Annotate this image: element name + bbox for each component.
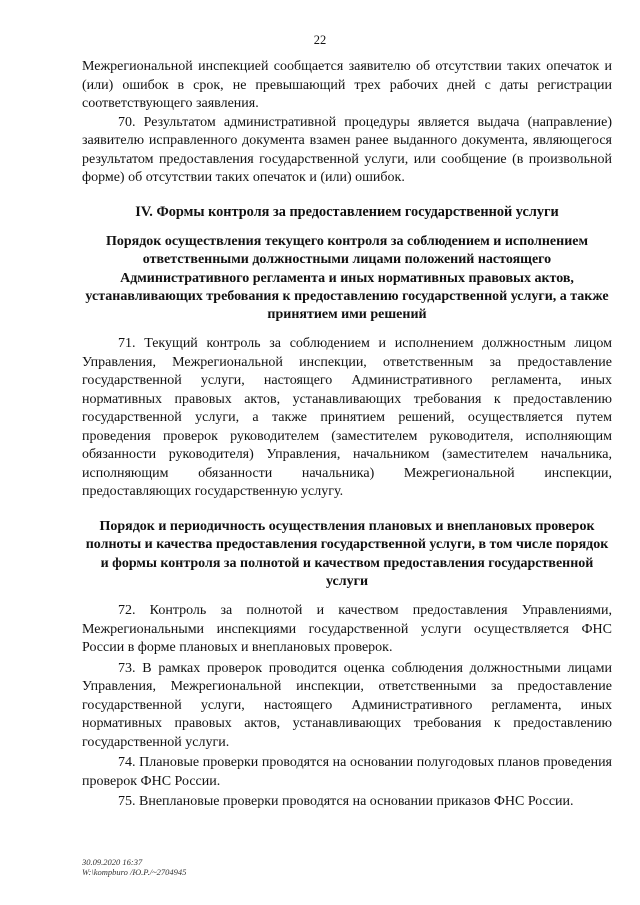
paragraph-74: 74. Плановые проверки проводятся на основании полугодовых планов проведения проверок ФНС России. bbox=[82, 755, 612, 789]
paragraph-72: 72. Контроль за полнотой и качеством предоставления Управлениями, Межрегиональными инспекциями государственной услуги осуществляется ФНС России в форме плановых и внеплановых проверок. bbox=[82, 603, 612, 656]
document-body bbox=[82, 58, 612, 812]
subsection-2-title: Порядок и периодичность осуществления плановых и внеплановых проверок полноты и качества предоставления государственной услуги, в том числе порядок и формы контроля за полнотой и качеством предоставления государственной услуги bbox=[85, 518, 609, 589]
paragraph-70: 70. Результатом административной процедуры является выдача (направление) заявителю исправленного документа взамен ранее выданного документа, являющегося результатом предоставления государственной услуги, или сообщение (в произвольной форме) об отсутствии таких опечаток и (или) ошибок. bbox=[82, 114, 612, 185]
paragraph-75: 75. Внеплановые проверки проводятся на основании приказов ФНС России. bbox=[118, 794, 574, 810]
paragraph-continuation: Межрегиональной инспекцией сообщается заявителю об отсутствии таких опечаток и (или) ошибок в срок, не превышающий трех рабочих дней с даты регистрации соответствующего заявления. bbox=[82, 59, 612, 111]
footer-file-path: W:\kompburo /Ю.Р./~2704945 bbox=[82, 867, 187, 877]
paragraph-73: 73. В рамках проверок проводится оценка соблюдения должностными лицами Управления, Межрегиональной инспекции, ответственными за предоставление государственной услуги, настоящего Административного регламента, иных нормативных правовых актов, устанавливающих требования к предоставлению государственной услуги. bbox=[82, 660, 612, 750]
page-number: 22 bbox=[313, 33, 327, 47]
footer-timestamp: 30.09.2020 16:37 bbox=[82, 857, 143, 867]
footer-stamp bbox=[82, 857, 186, 877]
subsection-1-title: Порядок осуществления текущего контроля за соблюдением и исполнением ответственными должностными лицами положений настоящего Административного регламента и иных нормативных правовых актов, устанавливающих требования к предоставлению государственной услуги, а также принятием ими решений bbox=[85, 234, 609, 323]
section-title: IV. Формы контроля за предоставлением государственной услуги bbox=[135, 203, 559, 220]
paragraph-71: 71. Текущий контроль за соблюдением и исполнением должностным лицом Управления, Межрегиональной инспекции, ответственным за предоставление государственной услуги, настоящего Административного регламента, иных нормативных правовых актов, устанавливающих требования к предоставлению государственной услуги, а также принятием решений, осуществляется путем проведения проверок руководителем (заместителем руководителя, исполняющим обязанности руководителя) Управления, начальником (заместителем начальника, исполняющим обязанности начальника) Межрегиональной инспекции, предоставляющих государственную услугу. bbox=[82, 336, 612, 500]
